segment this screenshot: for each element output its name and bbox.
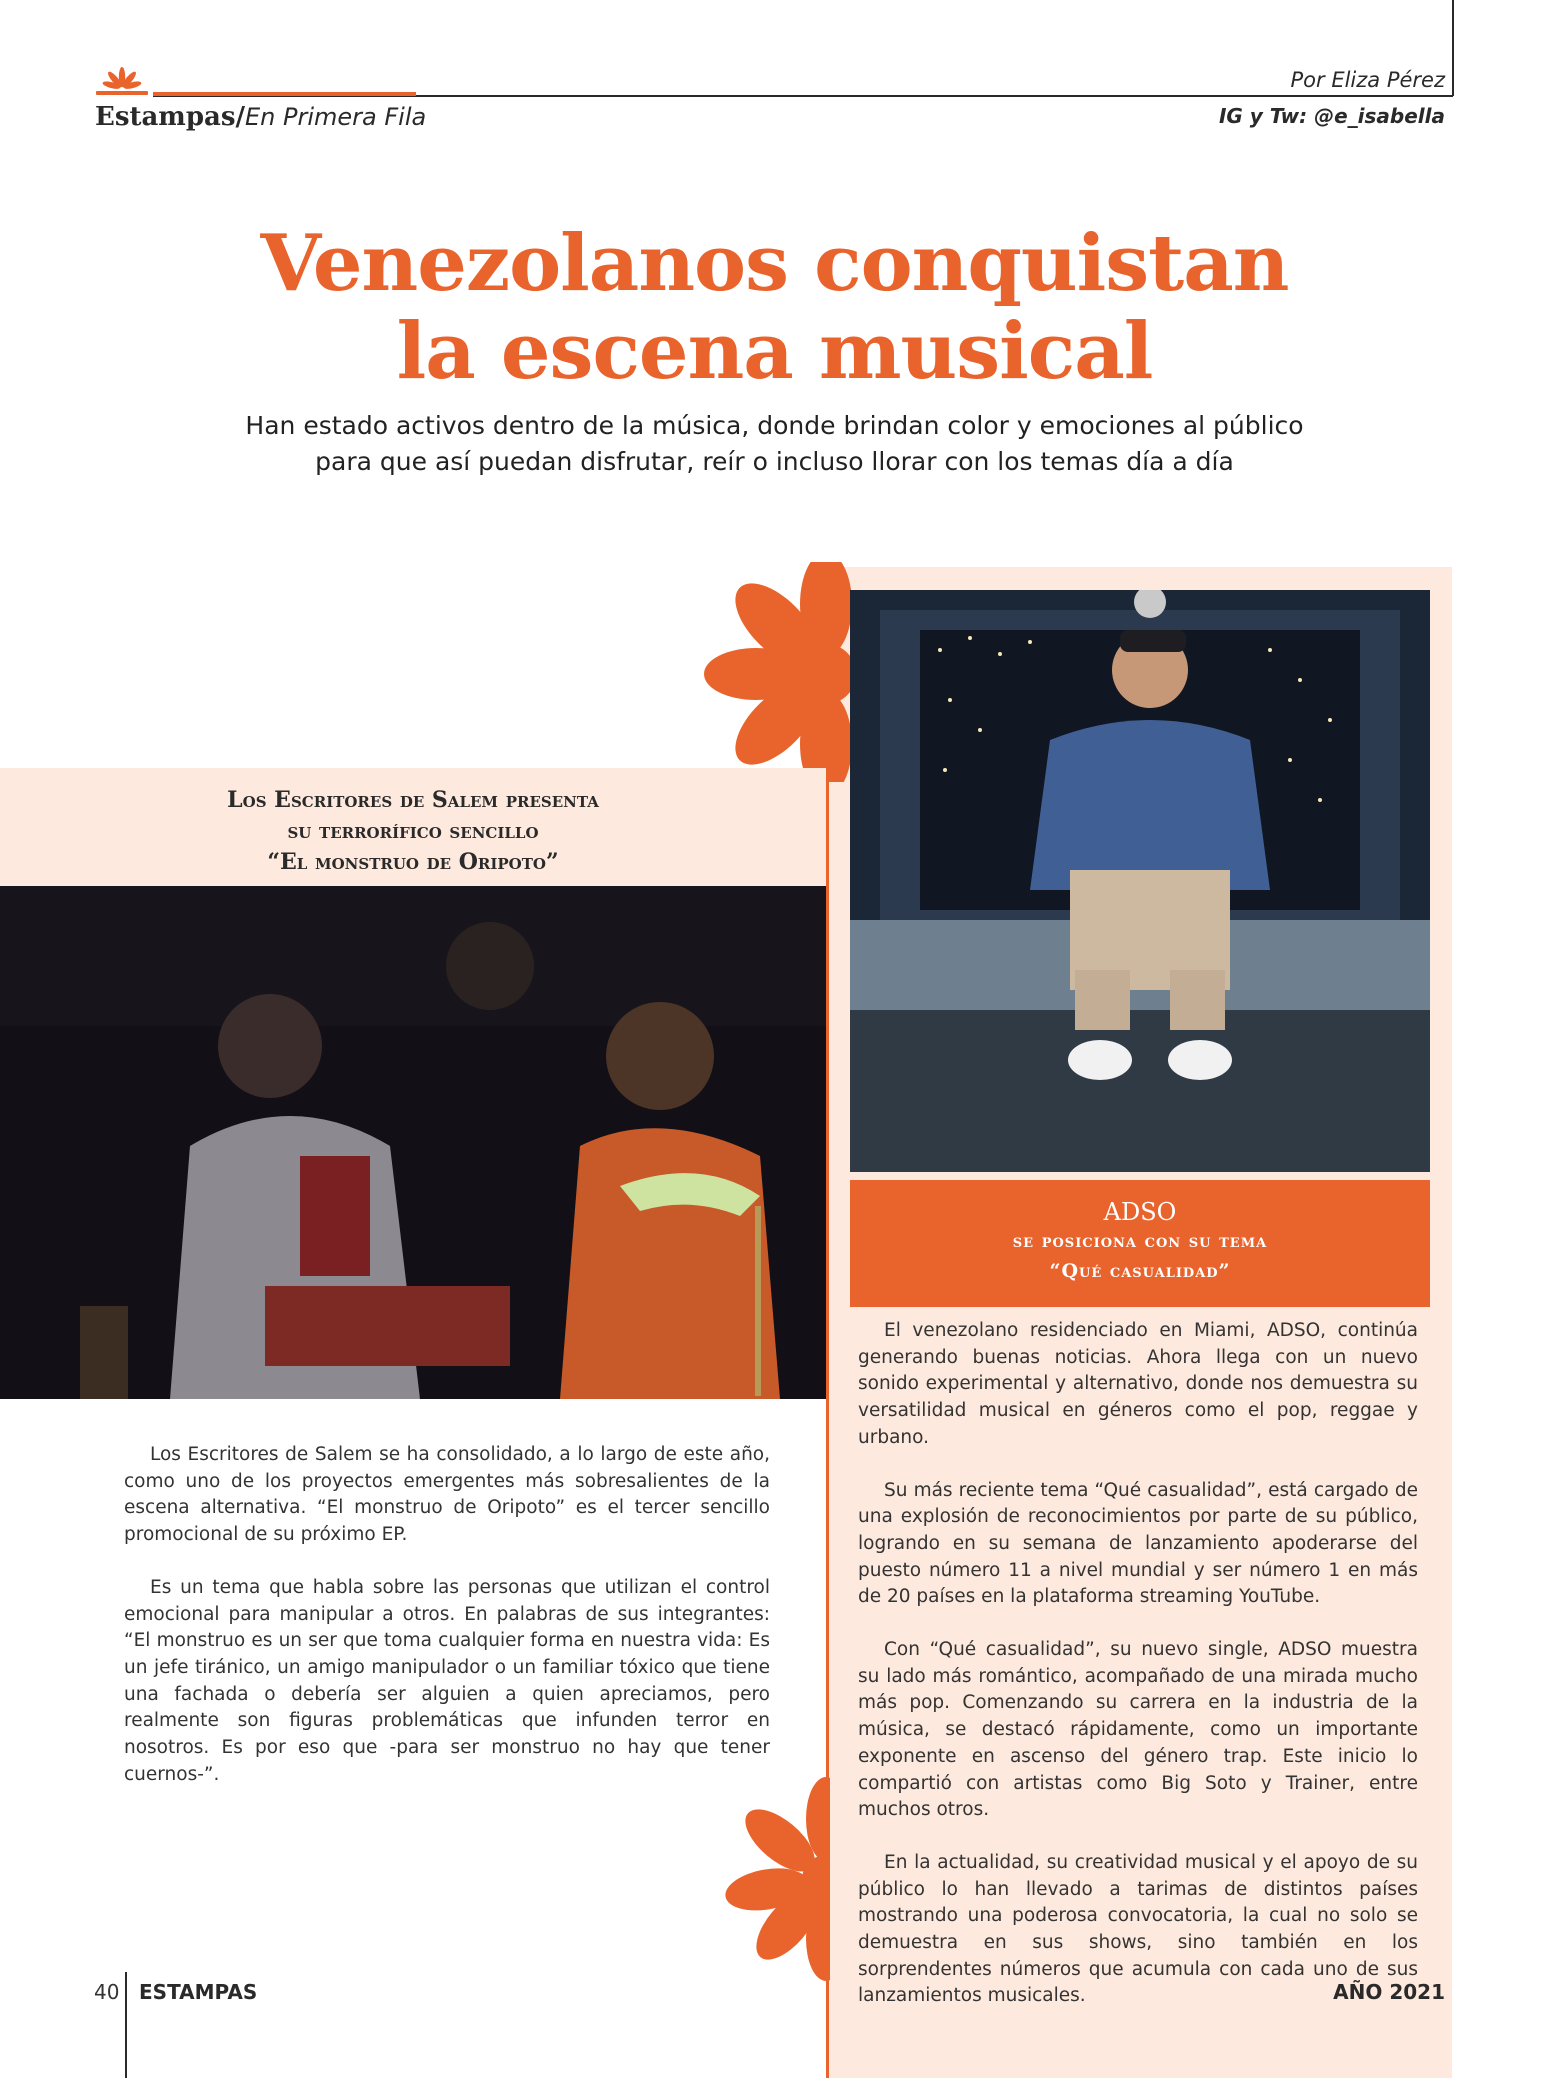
author-social: IG y Tw: @e_isabella bbox=[1218, 104, 1445, 128]
adso-name: ADSO bbox=[1103, 1198, 1177, 1226]
salem-paragraph: Es un tema que habla sobre las personas que utilizan el control emocional para manipular a otros. En palabras de sus integrantes: “El monstruo es un ser que toma cualquier forma en nuestra vida: Es un jefe tiránico, un amigo manipulador o un familiar tóxico que tiene una fachada o debería ser alguien a quien apreciamos, pero realmente son figuras problemáticas que infunden terror en nosotros. Es por eso que -para ser monstruo no hay que tener cuernos-”. bbox=[124, 1576, 770, 1785]
salem-heading-line-2: su terrorífico sencillo bbox=[287, 818, 539, 844]
author-byline: Por Eliza Pérez bbox=[1290, 68, 1445, 92]
adso-paragraph: En la actualidad, su creatividad musical y el apoyo de su público lo han llevado a tarimas de distintos países mostrando una poderosa convocatoria, la cual no solo se demuestra en sus shows, sino también en los sorprendentes números que acumula con cada uno de sus lanzamientos musicales. bbox=[858, 1851, 1418, 2007]
adso-paragraph: Su más reciente tema “Qué casualidad”, está cargado de una explosión de reconocimientos por parte de su público, logrando en su semana de lanzamiento apoderarse del puesto número 11 a nivel mundial y ser número 1 en más de 20 países en la plataforma streaming YouTube. bbox=[858, 1479, 1418, 1608]
adso-photo-illustration bbox=[850, 590, 1430, 1172]
header-accent-rule bbox=[153, 92, 416, 96]
subsection-name: En Primera Fila bbox=[244, 103, 427, 131]
title-line-1: Venezolanos conquistan bbox=[260, 218, 1289, 309]
footer-brand: ESTAMPAS bbox=[139, 1980, 258, 2004]
adso-paragraph: Con “Qué casualidad”, su nuevo single, ADSO muestra su lado más romántico, acompañado de una mirada mucho más pop. Comenzando su carrera en la industria de la música, se destacó rápidamente, como un importante exponente en ascenso del género trap. Este inicio lo compartió con artistas como Big Soto y Trainer, entre muchos otros. bbox=[858, 1639, 1418, 1821]
flower-decoration-small-icon bbox=[720, 1774, 830, 1984]
page-number: 40 bbox=[94, 1980, 120, 2004]
title-line-2: la escena musical bbox=[396, 306, 1153, 397]
salem-heading-line-3: “El monstruo de Oripoto” bbox=[267, 849, 559, 875]
salem-heading-box bbox=[0, 768, 826, 886]
adso-photo bbox=[850, 590, 1430, 1172]
adso-body bbox=[858, 1318, 1418, 2036]
adso-heading-box bbox=[850, 1180, 1430, 1307]
article-title bbox=[0, 220, 1549, 396]
salem-heading-line-1: Los Escritores de Salem presenta bbox=[227, 787, 599, 813]
salem-photo bbox=[0, 886, 826, 1399]
adso-paragraph: El venezolano residenciado en Miami, ADSO, continúa generando buenas noticias. Ahora llega con un nuevo sonido experimental y alternativo, donde nos demuestra su versatilidad musical en géneros como el pop, reggae y urbano. bbox=[858, 1320, 1418, 1448]
subtitle-line-2: para que así puedan disfrutar, reír o incluso llorar con los temas día a día bbox=[315, 447, 1234, 476]
flower-decoration-icon bbox=[640, 562, 870, 782]
footer-year: AÑO 2021 bbox=[1333, 1980, 1445, 2004]
subtitle-line-1: Han estado activos dentro de la música, donde brindan color y emociones al público bbox=[245, 411, 1304, 440]
header-vertical-rule bbox=[1452, 0, 1454, 96]
salem-paragraph: Los Escritores de Salem se ha consolidado, a lo largo de este año, como uno de los proyectos emergentes más sobresalientes de la escena alternativa. “El monstruo de Oripoto” es el tercer sencillo promocional de su próximo EP. bbox=[124, 1444, 770, 1546]
section-name: Estampas/ bbox=[95, 102, 245, 132]
adso-heading-line-3: “Qué casualidad” bbox=[1049, 1260, 1231, 1282]
salem-body bbox=[124, 1442, 770, 1814]
sunburst-logo-icon bbox=[94, 64, 150, 96]
adso-heading-line-2: se posiciona con su tema bbox=[1012, 1230, 1268, 1252]
footer-vertical-rule bbox=[125, 1972, 127, 2078]
section-label bbox=[95, 102, 426, 132]
salem-photo-illustration bbox=[0, 886, 826, 1399]
article-subtitle bbox=[0, 408, 1549, 480]
